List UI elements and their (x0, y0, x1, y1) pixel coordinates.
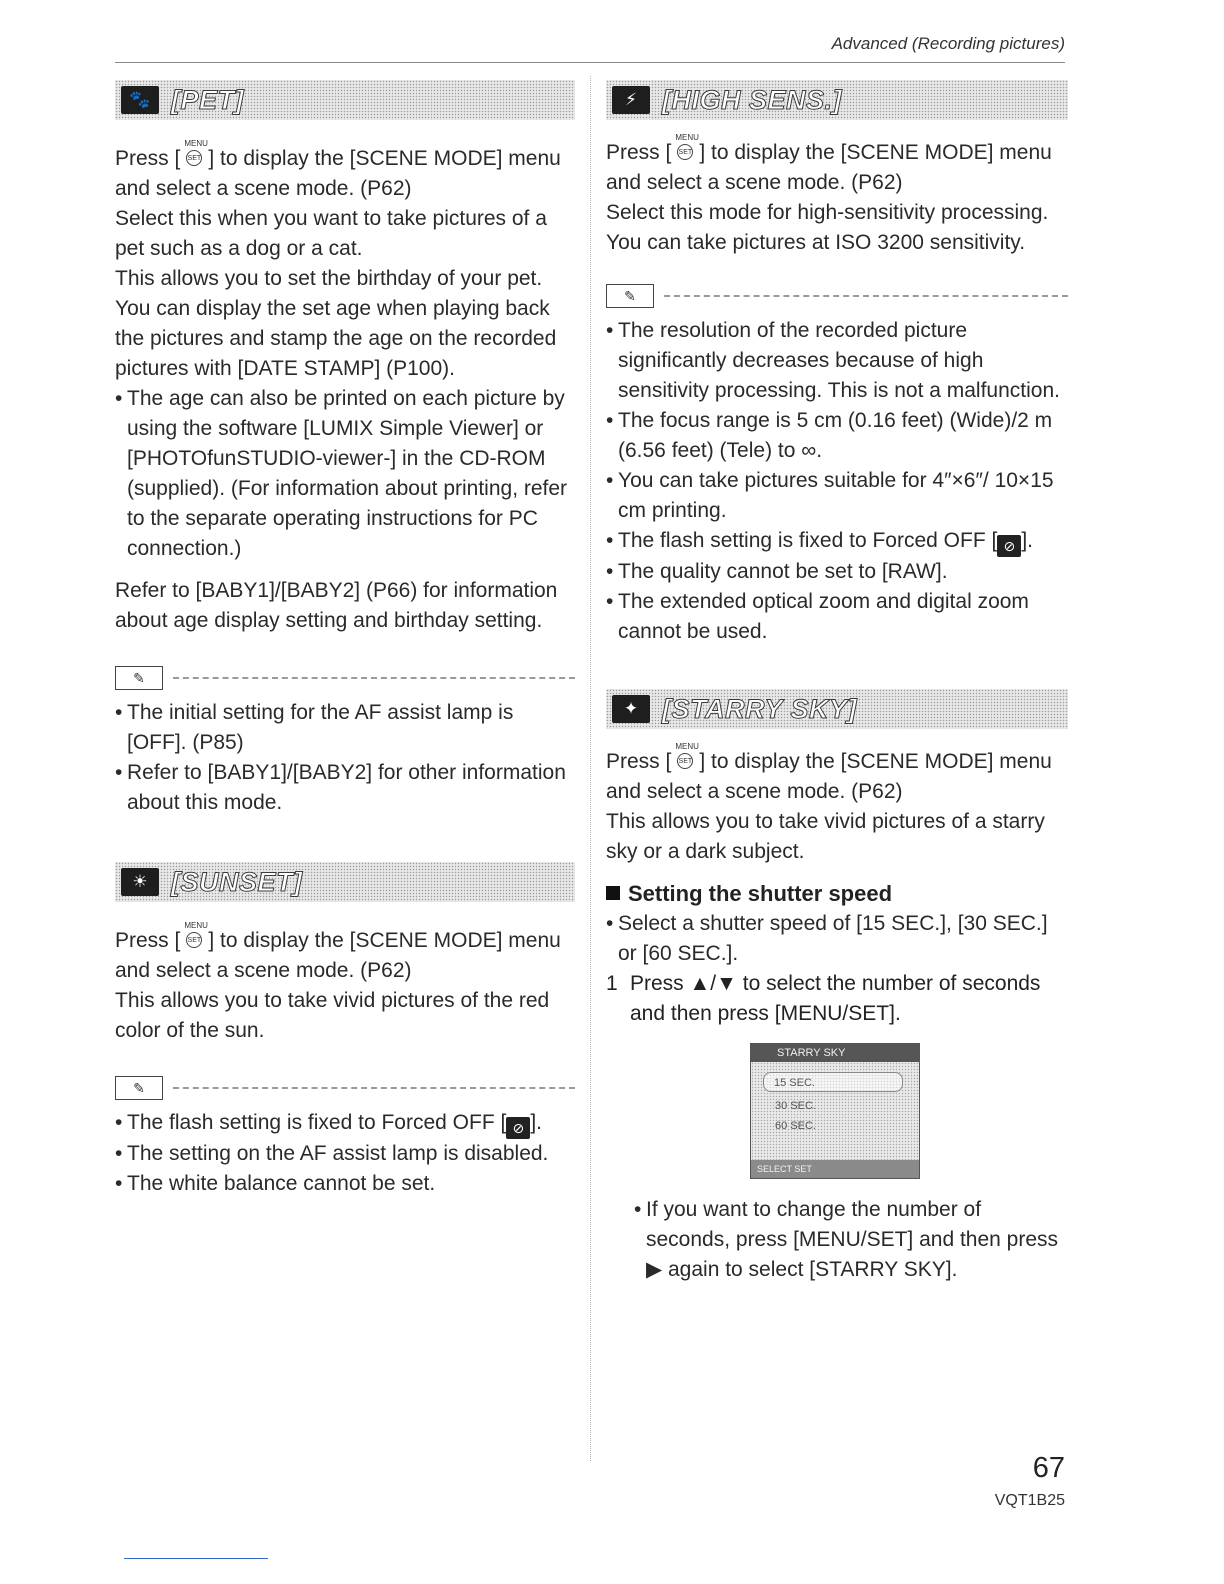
page-number: 67 (1032, 1452, 1065, 1484)
shutter-speed-subhead: Setting the shutter speed (606, 879, 1068, 909)
lcd-option-selected: 15 SEC. (763, 1072, 903, 1092)
note-divider (173, 1087, 575, 1089)
high-sens-section (606, 80, 1068, 647)
list-item: • You can take pictures suitable for 4″×6″/ 10×15 cm printing. (606, 466, 1068, 526)
running-header: Advanced (Recording pictures) (831, 34, 1065, 53)
list-item: • The resolution of the recorded picture significantly decreases because of high sensitivity processing. This is not a malfunction. (606, 316, 1068, 406)
step-number: 1 (606, 972, 618, 995)
sunset-intro: Press [ MENU SET ] to display the [SCENE MODE] menu and select a scene mode. (P62) (115, 921, 561, 982)
high-sens-intro: Press [ MENU SET ] to display the [SCENE MODE] menu and select a scene mode. (P62) (606, 133, 1052, 194)
list-item: • The initial setting for the AF assist lamp is [OFF]. (P85) (115, 698, 575, 758)
lcd-bottom-bar: SELECT SET (751, 1160, 919, 1178)
starry-section (606, 689, 1068, 1285)
left-column (115, 80, 575, 1199)
high-sens-p1: Select this mode for high-sensitivity processing. You can take pictures at ISO 3200 sensitivity. (606, 201, 1049, 254)
sunset-section (115, 862, 575, 1199)
list-item: • The flash setting is fixed to Forced OFF [ ⊘ ]. (606, 526, 1068, 557)
list-item: • The extended optical zoom and digital zoom cannot be used. (606, 587, 1068, 647)
list-item: • The setting on the AF assist lamp is disabled. (115, 1139, 575, 1169)
footer-line (124, 1558, 268, 1559)
high-sens-note (606, 282, 1068, 647)
lcd-title: STARRY SKY (751, 1044, 919, 1062)
starry-p1: This allows you to take vivid pictures of a starry sky or a dark subject. (606, 810, 1045, 863)
list-item: • Select a shutter speed of [15 SEC.], [30 SEC.] or [60 SEC.]. (606, 909, 1068, 969)
note-book-icon: ✎ (115, 1076, 163, 1100)
pet-heading-band (115, 80, 575, 120)
sunset-heading-band (115, 862, 575, 902)
pet-section (115, 80, 575, 818)
sunset-note (115, 1074, 575, 1199)
high-sens-notes (606, 316, 1068, 647)
right-column (606, 80, 1068, 1285)
step-1 (606, 969, 1068, 1029)
document-code: VQT1B25 (994, 1492, 1065, 1509)
pet-p1: Select this when you want to take pictures of a pet such as a dog or a cat. (115, 207, 547, 260)
high-sens-mode-icon: ⚡ (612, 86, 650, 114)
flash-off-icon: ⊘ (506, 1117, 530, 1139)
step-text: Press ▲/▼ to select the number of seconds and then press [MENU/SET]. (630, 972, 1041, 1025)
note-header (606, 282, 1068, 310)
high-sens-body (606, 133, 1068, 258)
lcd-option: 60 SEC. (775, 1120, 816, 1132)
starry-after-bullets (634, 1195, 1068, 1285)
pet-intro: Press [ MENU SET ] to display the [SCENE MODE] menu and select a scene mode. (P62) (115, 139, 561, 200)
note-header (115, 1074, 575, 1102)
starry-body (606, 742, 1068, 1285)
sunset-notes (115, 1108, 575, 1199)
list-item: • The age can also be printed on each picture by using the software [LUMIX Simple Viewer] or [PHOTOfunSTUDIO-viewer-] in the CD-ROM (supplied). (For information about printing, refer to the separate operating instructions for PC connection.) (115, 384, 575, 564)
starry-mode-icon: ✦ (612, 695, 650, 723)
menu-set-icon: MENU SET (184, 928, 204, 950)
sunset-body (115, 921, 575, 1046)
menu-set-icon: MENU SET (675, 140, 695, 162)
pet-notes (115, 698, 575, 818)
header-rule (115, 62, 1065, 63)
pet-body (115, 139, 575, 636)
list-item: • The white balance cannot be set. (115, 1169, 575, 1199)
list-item: • Refer to [BABY1]/[BABY2] for other information about this mode. (115, 758, 575, 818)
list-item: • If you want to change the number of seconds, press [MENU/SET] and then press ▶ again to select [STARRY SKY]. (634, 1195, 1068, 1285)
square-bullet-icon (606, 886, 620, 900)
high-sens-heading-band (606, 80, 1068, 120)
menu-set-icon: MENU SET (184, 146, 204, 168)
list-item: • The quality cannot be set to [RAW]. (606, 557, 1068, 587)
pet-title: [PET] (171, 84, 244, 115)
pet-note (115, 664, 575, 818)
sunset-p1: This allows you to take vivid pictures of the red color of the sun. (115, 989, 550, 1042)
lcd-option: 30 SEC. (775, 1100, 816, 1112)
starry-intro: Press [ MENU SET ] to display the [SCENE MODE] menu and select a scene mode. (P62) (606, 742, 1052, 803)
starry-title: [STARRY SKY] (662, 693, 858, 724)
note-divider (664, 295, 1068, 297)
flash-off-icon: ⊘ (997, 535, 1021, 557)
pet-mode-icon: 🐾 (121, 86, 159, 114)
list-item: • The focus range is 5 cm (0.16 feet) (Wide)/2 m (6.56 feet) (Tele) to ∞. (606, 406, 1068, 466)
camera-lcd-screenshot (750, 1043, 920, 1179)
high-sens-title: [HIGH SENS.] (662, 84, 843, 115)
note-book-icon: ✎ (606, 284, 654, 308)
sunset-mode-icon: ☀ (121, 868, 159, 896)
list-item: • The flash setting is fixed to Forced OFF [ ⊘ ]. (115, 1108, 575, 1139)
column-divider (590, 76, 591, 1461)
note-header (115, 664, 575, 692)
sunset-title: [SUNSET] (171, 866, 303, 897)
menu-set-icon: MENU SET (675, 749, 695, 771)
note-book-icon: ✎ (115, 666, 163, 690)
starry-bullets (606, 909, 1068, 969)
pet-bullets (115, 384, 575, 564)
pet-p4: Refer to [BABY1]/[BABY2] (P66) for information about age display setting and birthday setting. (115, 579, 558, 632)
pet-p3: You can display the set age when playing back the pictures and stamp the age on the recorded pictures with [DATE STAMP] (P100). (115, 297, 557, 380)
starry-heading-band (606, 689, 1068, 729)
pet-p2: This allows you to set the birthday of your pet. (115, 267, 543, 290)
note-divider (173, 677, 575, 679)
